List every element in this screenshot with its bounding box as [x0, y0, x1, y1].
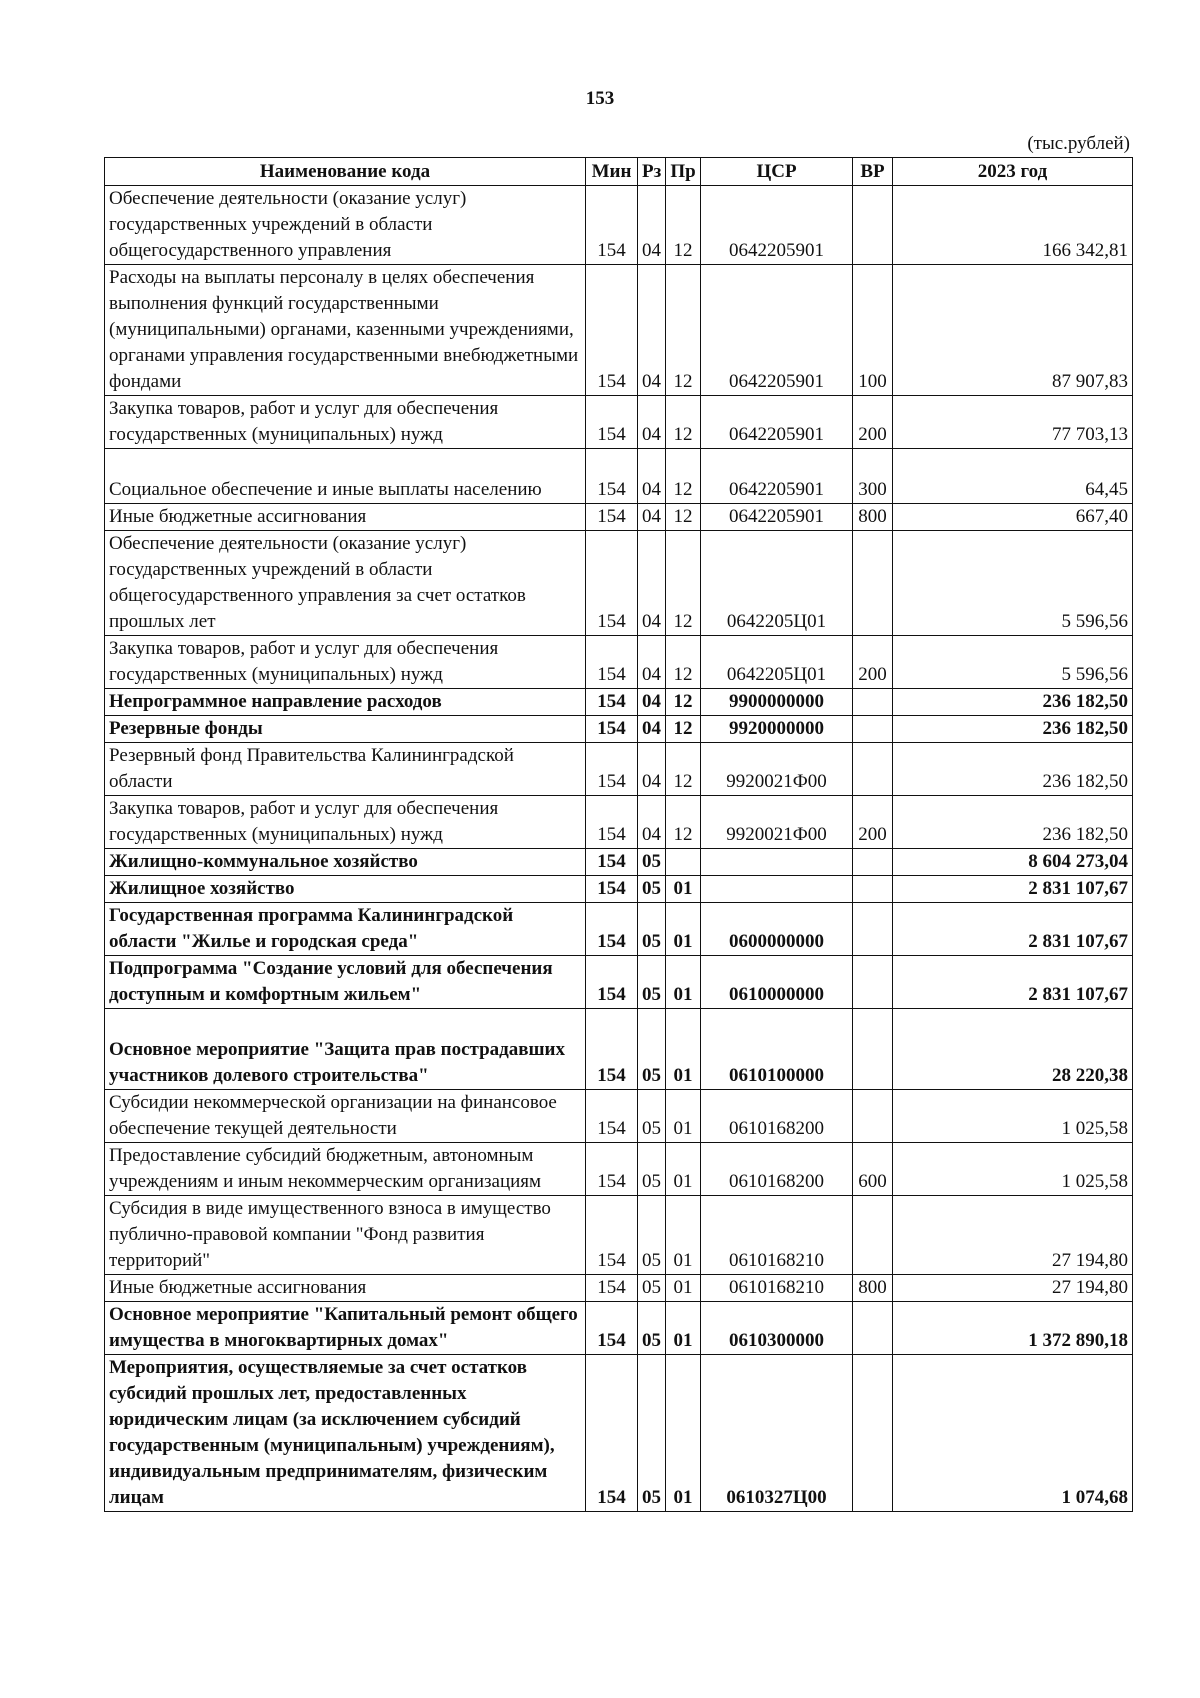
cell-name: Подпрограмма "Создание условий для обеспечения доступным и комфортным жильем" [105, 956, 586, 1009]
cell-csr [701, 876, 853, 903]
cell-min: 154 [586, 903, 638, 956]
cell-pr: 01 [666, 1009, 701, 1090]
cell-name: Иные бюджетные ассигнования [105, 504, 586, 531]
cell-pr: 12 [666, 743, 701, 796]
cell-rz: 05 [638, 1275, 666, 1302]
cell-min: 154 [586, 1196, 638, 1275]
cell-sum: 87 907,83 [893, 265, 1133, 396]
cell-min: 154 [586, 743, 638, 796]
table-row [105, 1009, 1133, 1090]
cell-vr [853, 531, 893, 636]
cell-min: 154 [586, 636, 638, 689]
cell-sum: 77 703,13 [893, 396, 1133, 449]
cell-csr: 0610100000 [701, 1009, 853, 1090]
cell-vr: 800 [853, 504, 893, 531]
cell-min: 154 [586, 186, 638, 265]
cell-name: Государственная программа Калининградской области "Жилье и городская среда" [105, 903, 586, 956]
table-row [105, 876, 1133, 903]
cell-rz: 04 [638, 716, 666, 743]
cell-csr: 0642205901 [701, 504, 853, 531]
table-row [105, 265, 1133, 396]
table-row [105, 743, 1133, 796]
cell-rz: 04 [638, 265, 666, 396]
cell-name: Социальное обеспечение и иные выплаты населению [105, 449, 586, 504]
cell-min: 154 [586, 449, 638, 504]
cell-sum: 8 604 273,04 [893, 849, 1133, 876]
cell-name: Основное мероприятие "Защита прав пострадавших участников долевого строительства" [105, 1009, 586, 1090]
cell-sum: 28 220,38 [893, 1009, 1133, 1090]
cell-sum: 236 182,50 [893, 743, 1133, 796]
header-name: Наименование кода [105, 158, 586, 186]
cell-pr: 01 [666, 1302, 701, 1355]
table-row [105, 903, 1133, 956]
cell-rz: 04 [638, 531, 666, 636]
cell-rz: 05 [638, 876, 666, 903]
cell-csr: 0610300000 [701, 1302, 853, 1355]
cell-rz: 04 [638, 504, 666, 531]
cell-min: 154 [586, 689, 638, 716]
cell-min: 154 [586, 1009, 638, 1090]
cell-sum: 236 182,50 [893, 796, 1133, 849]
cell-name: Закупка товаров, работ и услуг для обеспечения государственных (муниципальных) нужд [105, 396, 586, 449]
cell-name: Расходы на выплаты персоналу в целях обеспечения выполнения функций государственными (муниципальными) органами, казенными учреждениями, органами управления государственными внебюджетными фондами [105, 265, 586, 396]
cell-vr [853, 186, 893, 265]
cell-sum: 5 596,56 [893, 636, 1133, 689]
header-pr: Пр [666, 158, 701, 186]
header-csr: ЦСР [701, 158, 853, 186]
table-row [105, 449, 1133, 504]
cell-pr: 01 [666, 1143, 701, 1196]
cell-sum: 236 182,50 [893, 689, 1133, 716]
cell-vr [853, 903, 893, 956]
header-rz: Рз [638, 158, 666, 186]
cell-rz: 05 [638, 956, 666, 1009]
cell-min: 154 [586, 504, 638, 531]
cell-csr: 9920000000 [701, 716, 853, 743]
cell-sum: 1 025,58 [893, 1143, 1133, 1196]
cell-pr: 01 [666, 956, 701, 1009]
cell-rz: 04 [638, 689, 666, 716]
cell-vr [853, 743, 893, 796]
cell-name: Основное мероприятие "Капитальный ремонт общего имущества в многоквартирных домах" [105, 1302, 586, 1355]
table-row [105, 1302, 1133, 1355]
cell-sum: 1 074,68 [893, 1355, 1133, 1512]
cell-vr: 100 [853, 265, 893, 396]
page-number: 153 [585, 88, 615, 109]
budget-table [104, 157, 1133, 1512]
cell-min: 154 [586, 849, 638, 876]
table-row [105, 1196, 1133, 1275]
cell-rz: 05 [638, 1355, 666, 1512]
cell-csr: 9920021Ф00 [701, 796, 853, 849]
cell-min: 154 [586, 531, 638, 636]
cell-rz: 05 [638, 1009, 666, 1090]
cell-min: 154 [586, 1355, 638, 1512]
cell-name: Предоставление субсидий бюджетным, автономным учреждениям и иным некоммерческим организациям [105, 1143, 586, 1196]
cell-pr: 12 [666, 449, 701, 504]
cell-rz: 04 [638, 636, 666, 689]
cell-sum: 667,40 [893, 504, 1133, 531]
cell-vr [853, 1009, 893, 1090]
table-row [105, 1355, 1133, 1512]
cell-pr: 01 [666, 1196, 701, 1275]
cell-vr [853, 956, 893, 1009]
cell-pr: 01 [666, 1090, 701, 1143]
cell-csr [701, 849, 853, 876]
cell-sum: 27 194,80 [893, 1196, 1133, 1275]
table-body [105, 186, 1133, 1512]
cell-min: 154 [586, 1302, 638, 1355]
cell-min: 154 [586, 956, 638, 1009]
header-min: Мин [586, 158, 638, 186]
cell-pr: 01 [666, 903, 701, 956]
cell-name: Жилищное хозяйство [105, 876, 586, 903]
cell-csr: 0642205Ц01 [701, 636, 853, 689]
cell-sum: 1 372 890,18 [893, 1302, 1133, 1355]
cell-pr: 12 [666, 531, 701, 636]
cell-vr: 600 [853, 1143, 893, 1196]
cell-rz: 05 [638, 1143, 666, 1196]
cell-sum: 1 025,58 [893, 1090, 1133, 1143]
cell-rz: 04 [638, 449, 666, 504]
cell-csr: 0642205901 [701, 265, 853, 396]
cell-vr: 200 [853, 396, 893, 449]
table-row [105, 689, 1133, 716]
cell-rz: 05 [638, 1196, 666, 1275]
cell-sum: 27 194,80 [893, 1275, 1133, 1302]
cell-csr: 0600000000 [701, 903, 853, 956]
cell-min: 154 [586, 1275, 638, 1302]
cell-csr: 0642205Ц01 [701, 531, 853, 636]
cell-pr: 12 [666, 716, 701, 743]
cell-vr [853, 876, 893, 903]
cell-csr: 9920021Ф00 [701, 743, 853, 796]
table-row [105, 1090, 1133, 1143]
cell-sum: 64,45 [893, 449, 1133, 504]
cell-vr: 300 [853, 449, 893, 504]
cell-vr [853, 1090, 893, 1143]
cell-csr: 0642205901 [701, 396, 853, 449]
cell-pr: 12 [666, 396, 701, 449]
cell-sum: 2 831 107,67 [893, 903, 1133, 956]
cell-pr: 01 [666, 876, 701, 903]
cell-min: 154 [586, 716, 638, 743]
table-row [105, 396, 1133, 449]
cell-min: 154 [586, 1090, 638, 1143]
cell-rz: 04 [638, 186, 666, 265]
cell-csr: 0610168200 [701, 1090, 853, 1143]
cell-rz: 04 [638, 796, 666, 849]
table-row [105, 504, 1133, 531]
table-row [105, 849, 1133, 876]
cell-sum: 2 831 107,67 [893, 876, 1133, 903]
cell-vr [853, 689, 893, 716]
cell-sum: 236 182,50 [893, 716, 1133, 743]
cell-name: Закупка товаров, работ и услуг для обеспечения государственных (муниципальных) нужд [105, 636, 586, 689]
cell-name: Субсидия в виде имущественного взноса в имущество публично-правовой компании "Фонд развития территорий" [105, 1196, 586, 1275]
cell-csr: 0610168200 [701, 1143, 853, 1196]
cell-csr: 0642205901 [701, 186, 853, 265]
cell-sum: 2 831 107,67 [893, 956, 1133, 1009]
cell-min: 154 [586, 796, 638, 849]
cell-rz: 04 [638, 396, 666, 449]
cell-name: Жилищно-коммунальное хозяйство [105, 849, 586, 876]
cell-name: Обеспечение деятельности (оказание услуг) государственных учреждений в области общегосударственного управления за счет остатков прошлых лет [105, 531, 586, 636]
cell-pr: 12 [666, 265, 701, 396]
cell-vr [853, 1302, 893, 1355]
cell-pr: 12 [666, 504, 701, 531]
table-row [105, 796, 1133, 849]
table-row [105, 716, 1133, 743]
cell-pr: 12 [666, 636, 701, 689]
cell-pr: 12 [666, 796, 701, 849]
table-row [105, 186, 1133, 265]
cell-name: Обеспечение деятельности (оказание услуг) государственных учреждений в области общегосударственного управления [105, 186, 586, 265]
cell-min: 154 [586, 876, 638, 903]
cell-name: Субсидии некоммерческой организации на финансовое обеспечение текущей деятельности [105, 1090, 586, 1143]
cell-name: Непрограммное направление расходов [105, 689, 586, 716]
cell-vr [853, 716, 893, 743]
table-header-row [105, 158, 1133, 186]
cell-pr: 01 [666, 1355, 701, 1512]
cell-sum: 166 342,81 [893, 186, 1133, 265]
cell-pr: 12 [666, 186, 701, 265]
table-row [105, 1143, 1133, 1196]
cell-sum: 5 596,56 [893, 531, 1133, 636]
cell-csr: 0642205901 [701, 449, 853, 504]
cell-csr: 0610000000 [701, 956, 853, 1009]
table-row [105, 1275, 1133, 1302]
cell-csr: 0610327Ц00 [701, 1355, 853, 1512]
units-label: (тыс.рублей) [1027, 133, 1130, 154]
cell-min: 154 [586, 396, 638, 449]
cell-vr: 800 [853, 1275, 893, 1302]
cell-name: Резервный фонд Правительства Калининградской области [105, 743, 586, 796]
cell-csr: 0610168210 [701, 1275, 853, 1302]
cell-vr [853, 849, 893, 876]
table-row [105, 636, 1133, 689]
cell-name: Резервные фонды [105, 716, 586, 743]
cell-rz: 05 [638, 1090, 666, 1143]
cell-csr: 0610168210 [701, 1196, 853, 1275]
table-row [105, 956, 1133, 1009]
cell-rz: 04 [638, 743, 666, 796]
header-vr: ВР [853, 158, 893, 186]
cell-min: 154 [586, 1143, 638, 1196]
cell-vr [853, 1355, 893, 1512]
cell-csr: 9900000000 [701, 689, 853, 716]
header-year: 2023 год [893, 158, 1133, 186]
cell-vr [853, 1196, 893, 1275]
cell-rz: 05 [638, 1302, 666, 1355]
cell-name: Мероприятия, осуществляемые за счет остатков субсидий прошлых лет, предоставленных юридическим лицам (за исключением субсидий государственным (муниципальным) учреждениям), индивидуальным предпринимателям, физическим лицам [105, 1355, 586, 1512]
cell-min: 154 [586, 265, 638, 396]
cell-rz: 05 [638, 903, 666, 956]
cell-name: Закупка товаров, работ и услуг для обеспечения государственных (муниципальных) нужд [105, 796, 586, 849]
cell-vr: 200 [853, 796, 893, 849]
cell-pr: 01 [666, 1275, 701, 1302]
table-row [105, 531, 1133, 636]
cell-pr: 12 [666, 689, 701, 716]
cell-vr: 200 [853, 636, 893, 689]
cell-name: Иные бюджетные ассигнования [105, 1275, 586, 1302]
cell-pr [666, 849, 701, 876]
cell-rz: 05 [638, 849, 666, 876]
